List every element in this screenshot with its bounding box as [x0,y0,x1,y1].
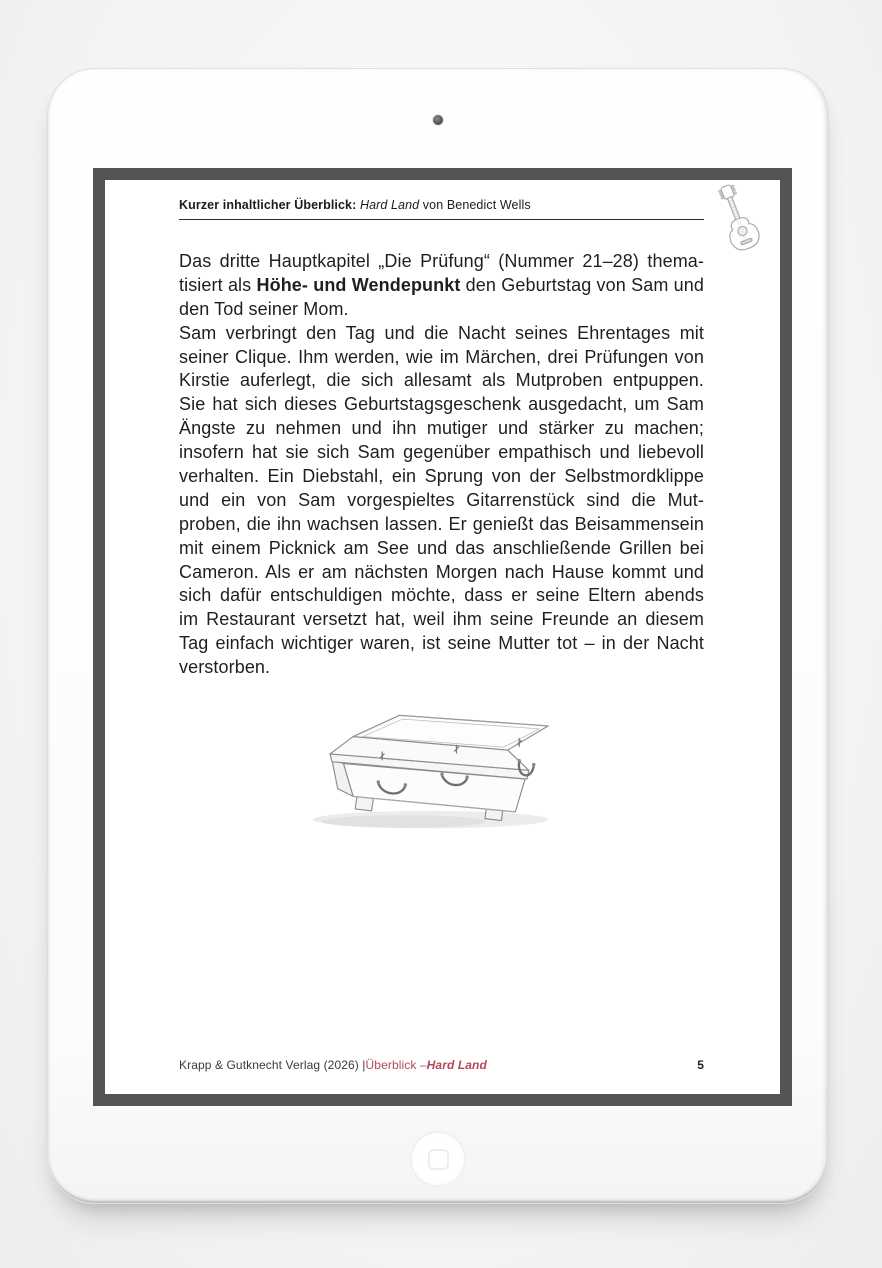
footer-publisher: Krapp & Gutknecht Verlag (2026) | [179,1058,366,1072]
page-header [179,198,704,220]
tablet-device [47,68,829,1204]
illustration-area [179,696,704,836]
header-title-author: von Benedict Wells [422,198,531,212]
body-text-line: Sam verbringt den Tag und die Nacht seines Ehrentages mit [179,322,704,343]
header-title-bold: Kurzer inhaltlicher Überblick: [179,198,357,212]
body-text-line: Cameron. Als er am nächsten Morgen nach Hause kommt und [179,561,704,582]
coffin-illustration [297,696,587,836]
body-text-line: Das dritte Hauptkapitel „Die Prüfung“ (Nummer 21–28) thema- [179,251,704,271]
body-text [179,250,704,680]
page-footer [179,1058,704,1072]
body-text-line: seiner Clique. Ihm werden, wie im Märchen, drei Prüfungen von [179,346,704,367]
body-text-line: und ein von Sam vorgespieltes Gitarrenstück sind die Mut- [179,489,704,510]
body-text-line: insofern hat sie sich Sam gegenüber empathisch und liebevoll [179,442,704,463]
body-text-line: Ängste zu nehmen und ihn mutiger und stärker zu machen; [179,418,704,439]
body-text-line: im Restaurant versetzt hat, weil ihm seine Freunde an diesem [179,609,704,630]
body-text-line: verstorben. [179,657,271,678]
footer-series-title: Hard Land [426,1058,487,1072]
body-text-line: mit einem Picknick am See und das anschließende Grillen bei [179,537,704,558]
home-button-square-icon [428,1149,449,1170]
page-content [105,180,780,1094]
body-text-line: sich dafür entschuldigen möchte, dass er seine Eltern abends [179,585,704,606]
header-title-book: Hard Land [359,198,420,212]
body-text-line: Kirstie auferlegt, die sich allesamt als Mutproben entpuppen. [179,370,704,391]
body-text-line: verhalten. Ein Diebstahl, ein Sprung von der Selbstmordklippe [179,466,704,487]
front-camera [433,115,443,125]
body-text-line: Sie hat sich dieses Geburtstagsgeschenk ausgedacht, um Sam [179,394,704,415]
document-page [93,168,792,1106]
body-text-line: Tag einfach wichtiger waren, ist seine Mutter tot – in der Nacht [179,633,704,654]
body-text-line: den Tod seiner Mom. [179,298,349,319]
body-text-line: tisiert als Höhe- und Wendepunkt den Geburtstag von Sam und [179,274,704,295]
guitar-icon [703,176,775,267]
page-number: 5 [697,1058,704,1072]
footer-series: Überblick – [365,1058,427,1072]
body-text-line: proben, die ihn wachsen lassen. Er genießt das Beisammensein [179,513,704,534]
home-button[interactable] [410,1131,466,1187]
